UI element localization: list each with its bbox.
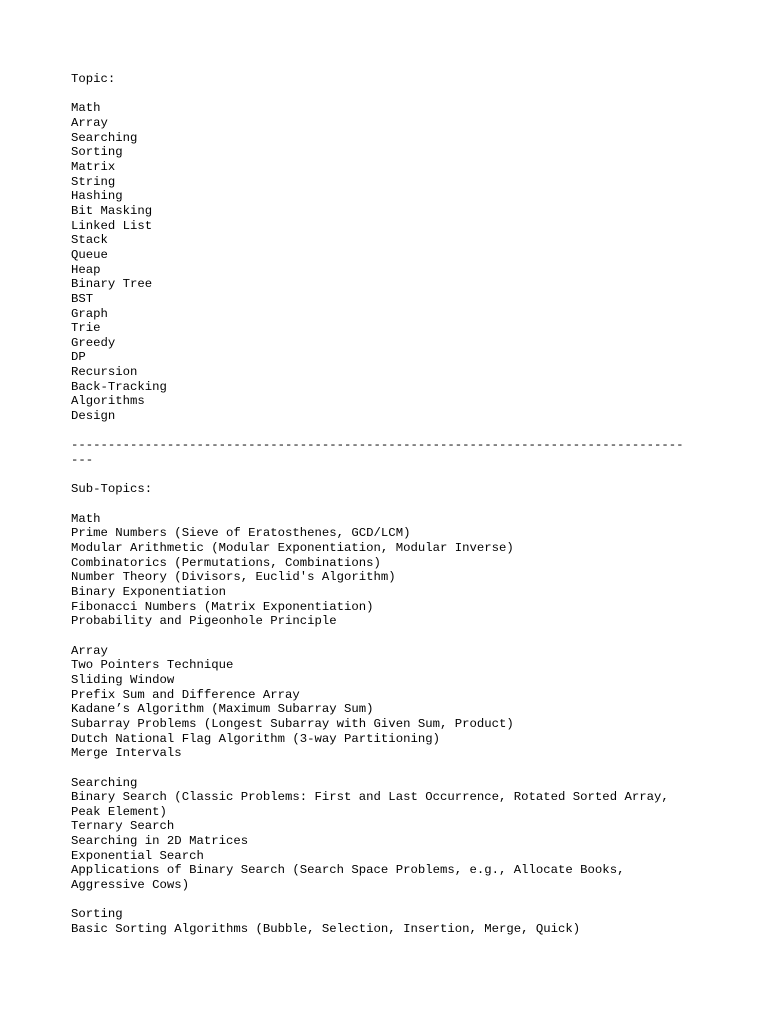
topic-item: Hashing — [71, 189, 123, 204]
topic-item: Array — [71, 115, 108, 130]
subtopic-item: Binary Exponentiation — [71, 584, 226, 599]
topic-item: Binary Tree — [71, 277, 153, 292]
topic-item: BST — [71, 291, 94, 306]
blank-line — [71, 893, 711, 908]
subtopic-item: Binary Search (Classic Problems: First and Last Occurrence, Rotated Sorted Array, — [71, 790, 669, 805]
topic-item: Algorithms — [71, 394, 145, 409]
section-title: Sorting — [71, 907, 123, 922]
subtopic-item: Exponential Search — [71, 848, 204, 863]
subtopic-item: Probability and Pigeonhole Principle — [71, 614, 337, 629]
subtopic-section-searching — [71, 776, 711, 893]
subtopic-item: Merge Intervals — [71, 746, 182, 761]
blank-line — [71, 468, 711, 483]
subtopic-item: Searching in 2D Matrices — [71, 834, 249, 849]
subtopic-item: Sliding Window — [71, 672, 175, 687]
subtopic-item: Dutch National Flag Algorithm (3-way Partitioning) — [71, 731, 440, 746]
subtopic-item: Kadane’s Algorithm (Maximum Subarray Sum) — [71, 702, 374, 717]
section-title: Searching — [71, 775, 138, 790]
subtopic-item: Fibonacci Numbers (Matrix Exponentiation) — [71, 599, 374, 614]
section-title: Math — [71, 511, 101, 526]
topic-item: Linked List — [71, 218, 153, 233]
blank-line — [71, 497, 711, 512]
topic-item: String — [71, 174, 116, 189]
subtopic-item: Prefix Sum and Difference Array — [71, 687, 300, 702]
subtopic-header: Sub-Topics: — [71, 482, 153, 497]
topic-item: Greedy — [71, 335, 116, 350]
subtopic-item: Modular Arithmetic (Modular Exponentiation, Modular Inverse) — [71, 541, 514, 555]
topic-item: Searching — [71, 130, 138, 145]
topic-item: Sorting — [71, 145, 123, 160]
blank-line — [71, 629, 711, 644]
document-page — [71, 72, 711, 937]
topic-item: Graph — [71, 306, 108, 321]
blank-line — [71, 424, 711, 439]
topic-item: Stack — [71, 233, 108, 248]
subtopic-item: Subarray Problems (Longest Subarray with Given Sum, Product) — [71, 716, 514, 731]
subtopic-section-sorting — [71, 907, 711, 936]
divider-line: ----------------------------------------------------------------------------------- — [71, 438, 684, 453]
subtopic-item: Number Theory (Divisors, Euclid's Algorithm) — [71, 570, 396, 585]
topic-item: Heap — [71, 262, 101, 277]
topic-item: Matrix — [71, 159, 116, 174]
topic-item: Design — [71, 409, 116, 424]
subtopic-item: Basic Sorting Algorithms (Bubble, Selection, Insertion, Merge, Quick) — [71, 922, 581, 937]
subtopic-item: Applications of Binary Search (Search Space Problems, e.g., Allocate Books, — [71, 863, 625, 878]
subtopic-item: Two Pointers Technique — [71, 658, 234, 673]
subtopic-item: Prime Numbers (Sieve of Eratosthenes, GCD/LCM) — [71, 526, 411, 541]
subtopic-item: Ternary Search — [71, 819, 175, 834]
blank-line — [71, 761, 711, 776]
topic-item: Math — [71, 101, 101, 116]
topic-item: Trie — [71, 321, 101, 336]
topic-item: Queue — [71, 247, 108, 262]
section-title: Array — [71, 643, 108, 658]
subtopic-item-wrap: Peak Element) — [71, 804, 167, 819]
topic-list — [71, 101, 711, 423]
topic-item: Back-Tracking — [71, 379, 167, 394]
topic-item: DP — [71, 350, 86, 365]
topic-item: Recursion — [71, 365, 138, 380]
subtopic-section-array — [71, 644, 711, 761]
subtopic-section-math — [71, 512, 711, 629]
subtopic-item: Combinatorics (Permutations, Combinations) — [71, 555, 381, 570]
blank-line — [71, 87, 711, 102]
divider-line-wrap: --- — [71, 453, 94, 468]
topic-item: Bit Masking — [71, 203, 153, 218]
subtopic-item-wrap: Aggressive Cows) — [71, 878, 190, 893]
topic-header: Topic: — [71, 72, 116, 86]
